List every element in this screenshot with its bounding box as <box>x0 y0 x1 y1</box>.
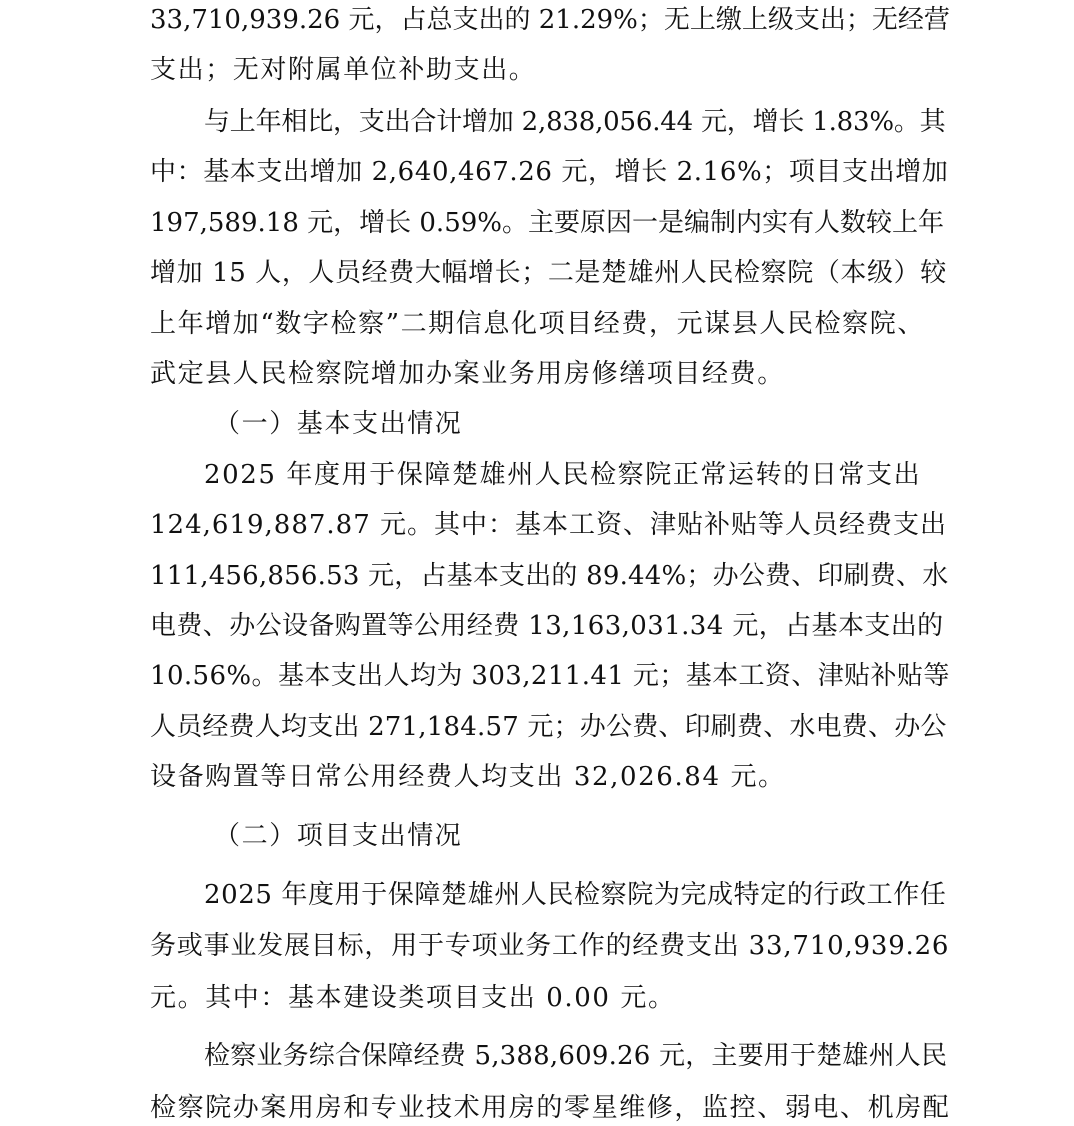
text-line-10: 2025 年度用于保障楚雄州人民检察院正常运转的日常支出 <box>204 460 922 490</box>
text-line-2: 支出；无对附属单位补助支出。 <box>150 55 537 85</box>
section-heading-basic-expenditure: （一）基本支出情况 <box>214 409 463 439</box>
text-line-3: 与上年相比，支出合计增加 2,838,056.44 元，增长 1.83%。其 <box>204 107 946 137</box>
text-line-22: 检察院办案用房和专业技术用房的零星维修，监控、弱电、机房配 <box>150 1093 951 1123</box>
text-line-6: 增加 15 人，人员经费大幅增长；二是楚雄州人民检察院（本级）较 <box>150 258 947 288</box>
text-line-15: 人员经费人均支出 271,184.57 元；办公费、印刷费、水电费、办公 <box>150 712 947 742</box>
text-line-5: 197,589.18 元，增长 0.59%。主要原因一是编制内实有人数较上年 <box>150 208 944 238</box>
text-line-21: 检察业务综合保障经费 5,388,609.26 元，主要用于楚雄州人民 <box>204 1041 948 1071</box>
text-line-4: 中：基本支出增加 2,640,467.26 元，增长 2.16%；项目支出增加 <box>150 157 949 187</box>
text-line-14: 10.56%。基本支出人均为 303,211.41 元；基本工资、津贴补贴等 <box>150 661 950 691</box>
text-line-11: 124,619,887.87 元。其中：基本工资、津贴补贴等人员经费支出 <box>150 510 948 540</box>
text-line-12: 111,456,856.53 元，占基本支出的 89.44%；办公费、印刷费、水 <box>150 561 949 591</box>
text-line-20: 元。其中：基本建设类项目支出 0.00 元。 <box>150 983 676 1013</box>
text-line-19: 务或事业发展目标，用于专项业务工作的经费支出 33,710,939.26 <box>150 931 950 961</box>
text-line-1: 33,710,939.26 元，占总支出的 21.29%；无上缴上级支出；无经营 <box>150 5 950 35</box>
text-line-7: 上年增加“数字检察”二期信息化项目经费，元谋县人民检察院、 <box>150 309 925 339</box>
text-line-16: 设备购置等日常公用经费人均支出 32,026.84 元。 <box>150 762 786 792</box>
text-line-8: 武定县人民检察院增加办案业务用房修缮项目经费。 <box>150 359 785 389</box>
section-heading-project-expenditure: （二）项目支出情况 <box>214 821 463 851</box>
text-line-18: 2025 年度用于保障楚雄州人民检察院为完成特定的行政工作任 <box>204 880 947 910</box>
text-line-13: 电费、办公设备购置等公用经费 13,163,031.34 元，占基本支出的 <box>150 611 944 641</box>
